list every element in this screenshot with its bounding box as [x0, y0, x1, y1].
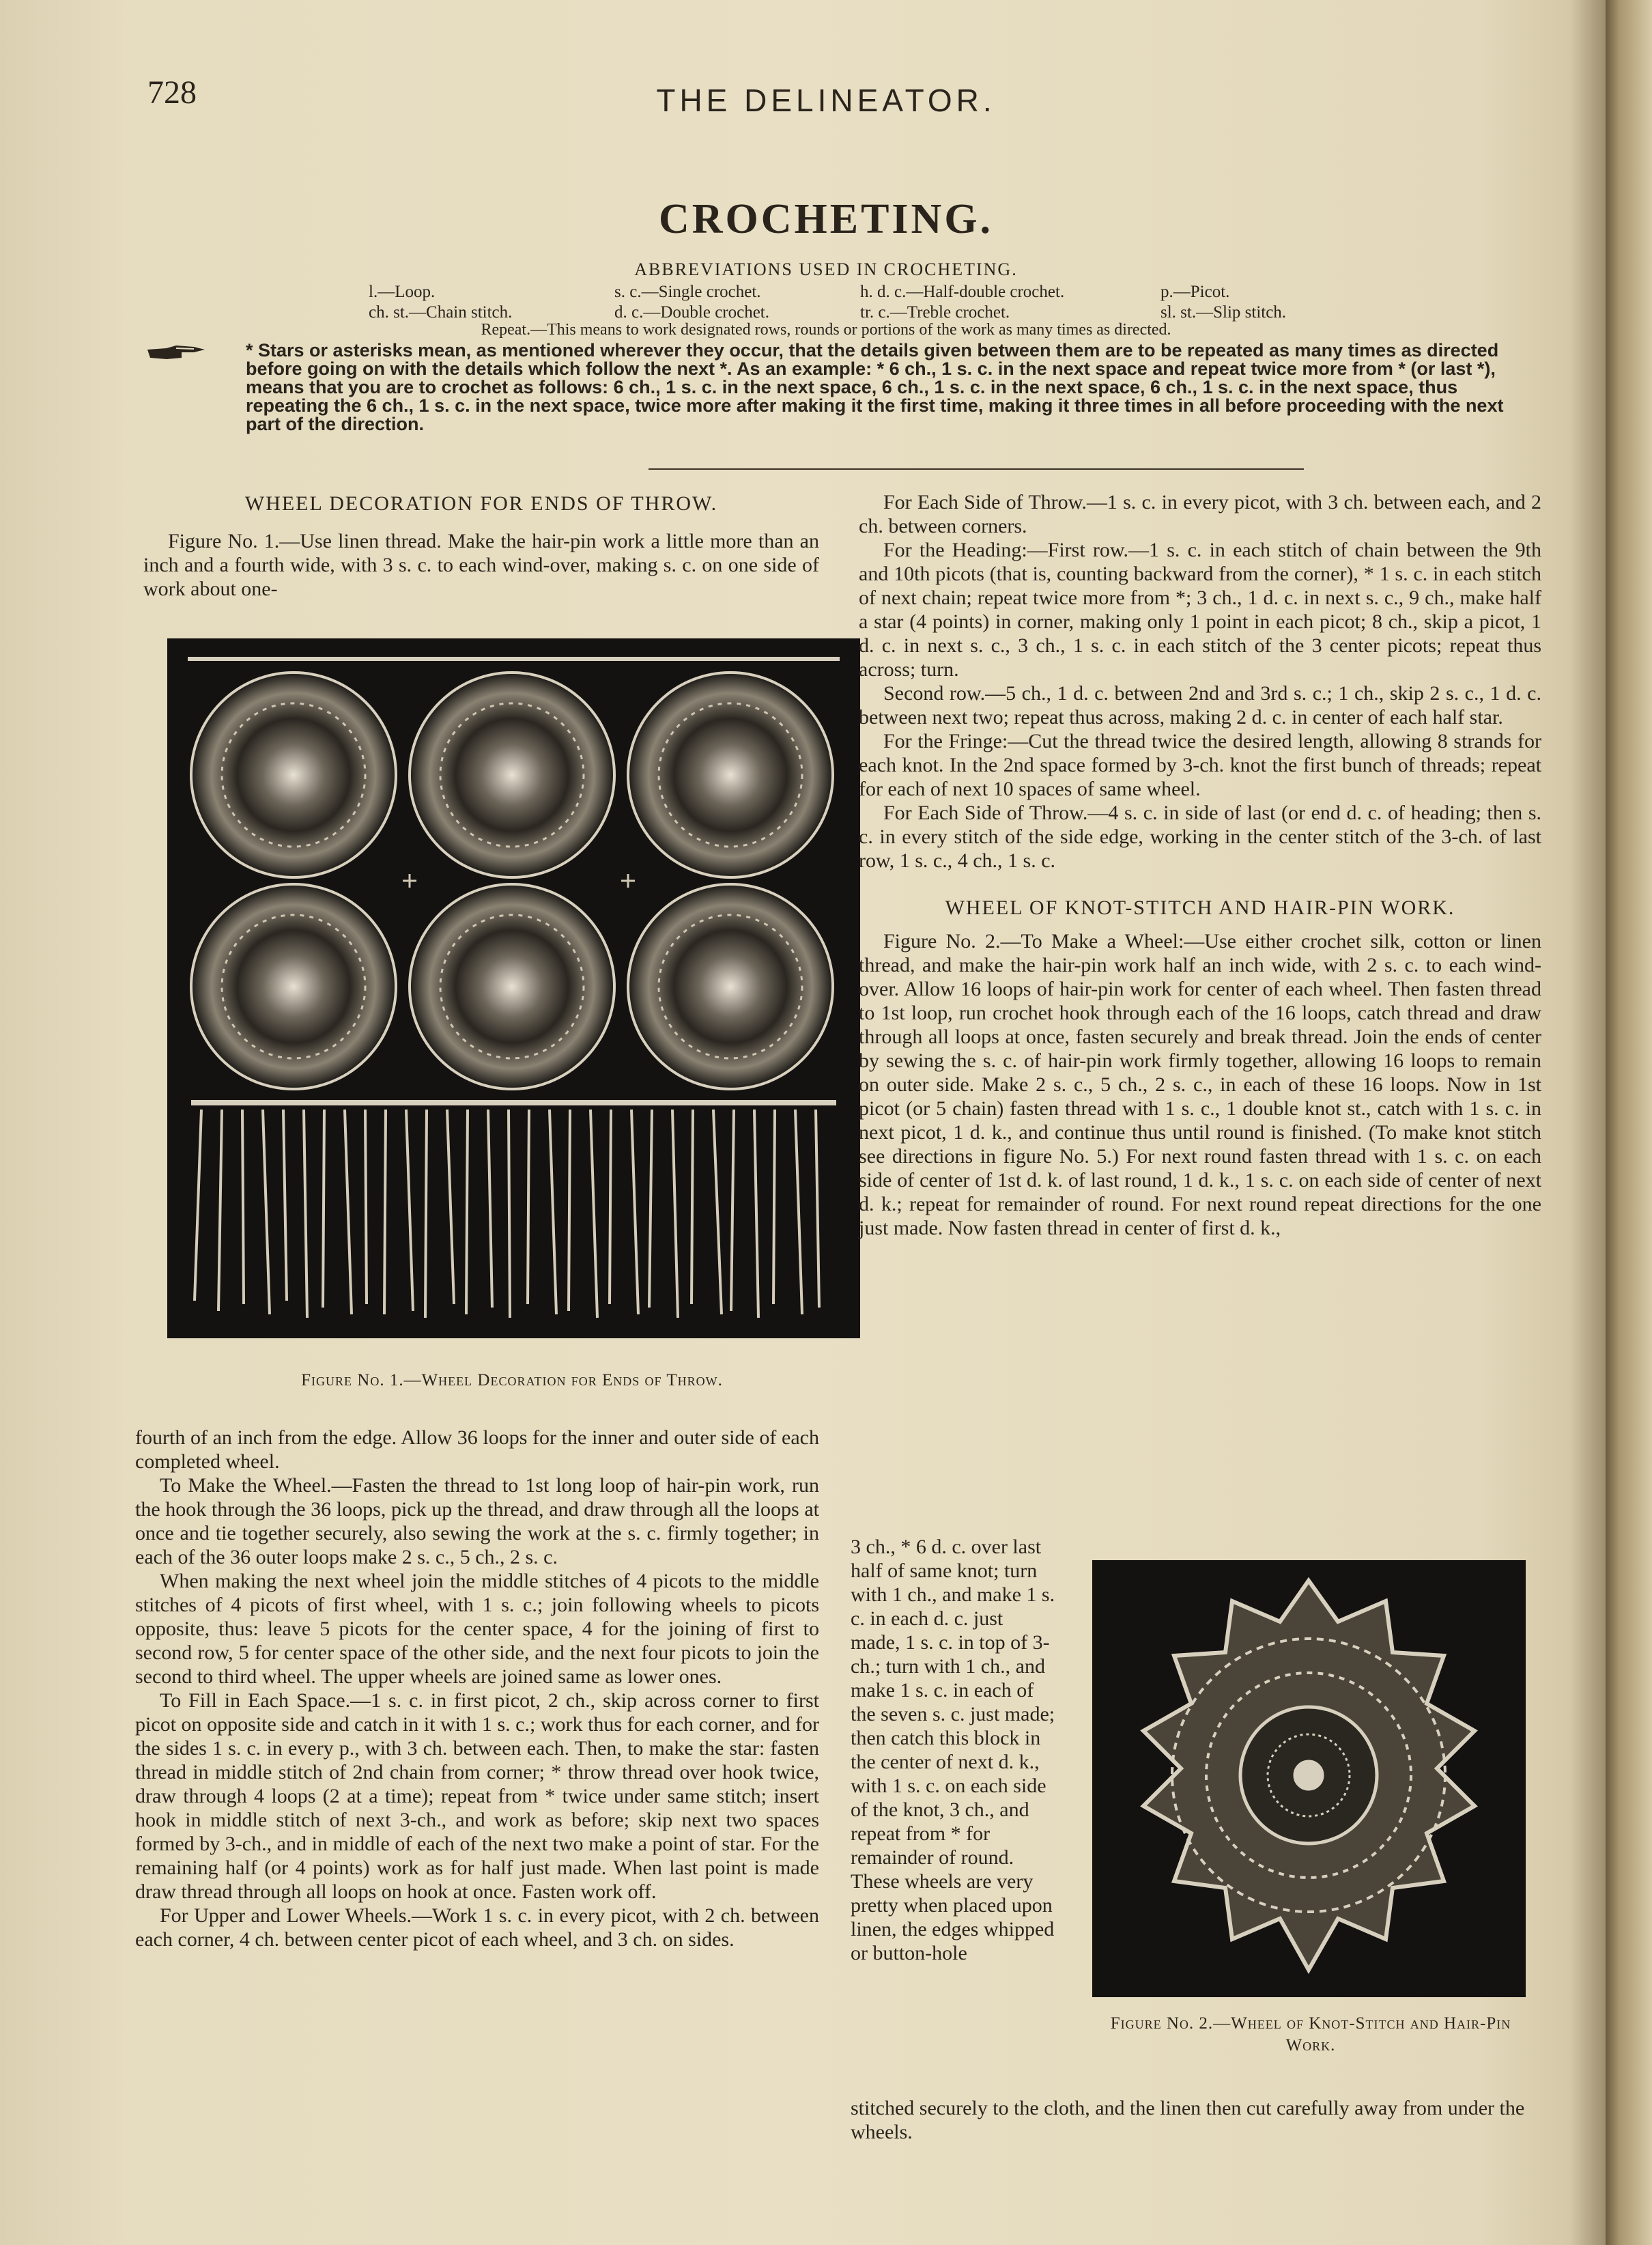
- abbreviations-list: [369, 283, 1352, 322]
- right-column-narrow: 3 ch., * 6 d. c. over last half of same knot; turn with 1 ch., and make 1 s. c. in each d. c. just made, 1 s. c. in top of 3-ch.; turn with 1 ch., and make 1 s. c. in each of the seven s. c. just made; then catch this block in the center of next d. k., with 1 s. c. on each side of the knot, 3 ch., and repeat from * for remainder of round. These wheels are very pretty when placed upon linen, the edges whipped or button-hole: [851, 1536, 1055, 1964]
- abbreviations-heading: ABBREVIATIONS USED IN CROCHETING.: [634, 259, 1018, 279]
- pointing-hand-icon: [146, 343, 208, 363]
- figure-1-caption: Figure No. 1.—Wheel Decoration for Ends of Throw.: [301, 1371, 723, 1389]
- page-title: CROCHETING.: [658, 196, 994, 242]
- knot-stitch-wheel-illustration: [1092, 1560, 1526, 1997]
- left-paragraph-fill-space: To Fill in Each Space.—1 s. c. in first picot, 2 ch., skip across corner to first picot on opposite side and catch in it with 1 s. c.; work thus for each corner, and for the sides 1 s. c. in every p., with 3 ch. between each. Then, to make the star: fasten thread in middle stitch of 2nd chain from corner; * throw thread over hook twice, draw through 4 loops (2 at a time); repeat from * twice under same stitch; insert hook in middle stitch of next 3-ch., and work as before; skip next two spaces formed by 3-ch., and in middle of each of the next two make a point of star. For the remaining half (or 4 points) work as for half just made. When last point is made draw thread through all loops on hook at once. Fasten work off.: [135, 1689, 819, 1903]
- section-heading-knot-stitch: WHEEL OF KNOT-STITCH AND HAIR-PIN WORK.: [945, 896, 1455, 919]
- right-paragraph-fig2: Figure No. 2.—To Make a Wheel:—Use either crochet silk, cotton or linen thread, and make the hair-pin work half an inch wide, with 2 s. c. to each wind-over. Allow 16 loops of hair-pin work for center of each wheel. Then fasten thread to 1st loop, run crochet hook through each of the 16 loops, catch thread and draw through all loops at once, fasten securely and break thread. Join the ends of center by sewing the s. c. of hair-pin work firmly together, allowing 16 loops to remain on outer side. Make 2 s. c., 5 ch., 2 s. c., in each of these 16 loops. Now in 1st picot (or 5 chain) fasten thread with 1 s. c., 1 double knot st., catch with 1 s. c. in next picot, 1 d. k., and continue thus until round is finished. (To make knot stitch see directions in figure No. 5.) For next round fasten thread with 1 s. c. on each side of center of 1st d. k. of last round, 1 d. k., 1 s. c. on each side of center of next d. k.; repeat for remainder of round. For next round repeat directions for the one just made. Now fasten thread in center of first d. k.,: [859, 930, 1541, 1239]
- wheel-row-bottom: [191, 884, 833, 1089]
- right-paragraph-fringe: For the Fringe:—Cut the thread twice the desired length, allowing 8 strands for each knot. In the 2nd space formed by 3-ch. knot the first bunch of threads; repeat for each of next 10 spaces of same wheel.: [859, 730, 1541, 800]
- abbr-item: h. d. c.—Half-double crochet.: [860, 283, 1065, 301]
- stars-note: * Stars or asterisks mean, as mentioned wherever they occur, that the details given between them are to be repeated as many times as directed before going on with the details which follow the next *. As an example: * 6 ch., 1 s. c. in the next space and repeat twice more from * (or last *), means that you are to crochet as follows: 6 ch., 1 s. c. in the next space, 6 ch., 1 s. c. in the next space, 6 ch., 1 s. c. in the next space, thus repeating the 6 ch., 1 s. c. in the next space, twice more after making it the first time, making it three times in all before proceeding with the next part of the direction.: [246, 340, 1504, 434]
- abbr-item: ch. st.—Chain stitch.: [369, 303, 513, 322]
- page-number: 728: [147, 74, 197, 111]
- fig1-intro: Figure No. 1.—Use linen thread. Make the hair-pin work a little more than an inch and a fourth wide, with 3 s. c. to each wind-over, making s. c. on one side of work about one-: [143, 530, 819, 600]
- fringe: [195, 1110, 819, 1318]
- right-column-closing: stitched securely to the cloth, and the linen then cut carefully away from under the wheels.: [851, 2097, 1525, 2143]
- right-paragraph-each-side: For Each Side of Throw.—4 s. c. in side of last (or end d. c. of heading; then s. c. in every stitch of the side edge, working in the center stitch of the 3-ch. of last row, 1 s. c., 4 ch., 1 s. c.: [859, 802, 1541, 872]
- wheel-row-top: [191, 673, 833, 877]
- right-paragraph-side: For Each Side of Throw.—1 s. c. in every picot, with 3 ch. between each, and 2 ch. between corners.: [859, 491, 1541, 537]
- left-paragraph-make-wheel: To Make the Wheel.—Fasten the thread to 1st long loop of hair-pin work, run the hook through the 36 loops, pick up the thread, and draw through all the loops at once and tie together securely, also sewing the work at the s. c. firmly together; in each of the 36 outer loops make 2 s. c., 5 ch., 2 s. c.: [135, 1474, 819, 1568]
- abbr-item: p.—Picot.: [1160, 283, 1230, 301]
- left-column-top: [143, 492, 819, 601]
- wheel-throw-illustration: [167, 638, 860, 1338]
- left-paragraph-join: When making the next wheel join the middle stitches of 4 picots to the middle stitches of 4 picots of first wheel, with 1 s. c.; join following wheels to picots opposite, thus: leave 5 picots for the center space, 4 for the joining of first to second row, 5 for center space of the other side, and the next four picots to join the second to third wheel. The upper wheels are joined same as lower ones.: [135, 1570, 819, 1688]
- running-head: THE DELINEATOR.: [656, 83, 996, 118]
- figure-2-caption: Figure No. 2.—Wheel of Knot-Stitch and Hair-Pin Work.: [1110, 2014, 1511, 2055]
- right-paragraph-second-row: Second row.—5 ch., 1 d. c. between 2nd and 3rd s. c.; 1 ch., skip 2 s. c., 1 d. c. between next two; repeat thus across, making 2 d. c. in center of each half star.: [859, 682, 1541, 729]
- abbr-item: d. c.—Double crochet.: [614, 303, 770, 322]
- abbr-item: tr. c.—Treble crochet.: [860, 303, 1010, 322]
- left-column-bottom: [135, 1426, 819, 1951]
- abbr-item: sl. st.—Slip stitch.: [1160, 303, 1287, 322]
- divider-rule: [649, 468, 1304, 470]
- section-heading-wheel-decoration: WHEEL DECORATION FOR ENDS OF THROW.: [244, 492, 718, 515]
- abbr-item: s. c.—Single crochet.: [614, 283, 761, 301]
- left-paragraph-upper-lower: For Upper and Lower Wheels.—Work 1 s. c. in every picot, with 2 ch. between each corner, 4 ch. between center picot of each wheel, and 3 ch. on sides.: [135, 1904, 819, 1951]
- abbreviations-repeat-note: Repeat.—This means to work designated rows, rounds or portions of the work as many times as directed.: [481, 321, 1171, 339]
- abbr-item: l.—Loop.: [369, 283, 436, 301]
- figure-2-image: [1092, 1560, 1526, 1997]
- figure-1-image: [167, 638, 860, 1338]
- left-paragraph: fourth of an inch from the edge. Allow 36 loops for the inner and outer side of each completed wheel.: [135, 1426, 819, 1473]
- right-paragraph-heading-row1: For the Heading:—First row.—1 s. c. in each stitch of chain between the 9th and 10th picots (that is, counting backward from the corner), * 1 s. c. in each stitch of next chain; repeat twice more from *; 3 ch., 1 d. c. in next s. c., 9 ch., make half a star (4 points) in corner, making only 1 point in each picot; 8 ch., skip a picot, 1 d. c. in next s. c., 3 ch., 1 s. c. in each stitch of the 3 center picots; repeat thus across; turn.: [859, 539, 1541, 681]
- right-column-top: [859, 490, 1541, 1240]
